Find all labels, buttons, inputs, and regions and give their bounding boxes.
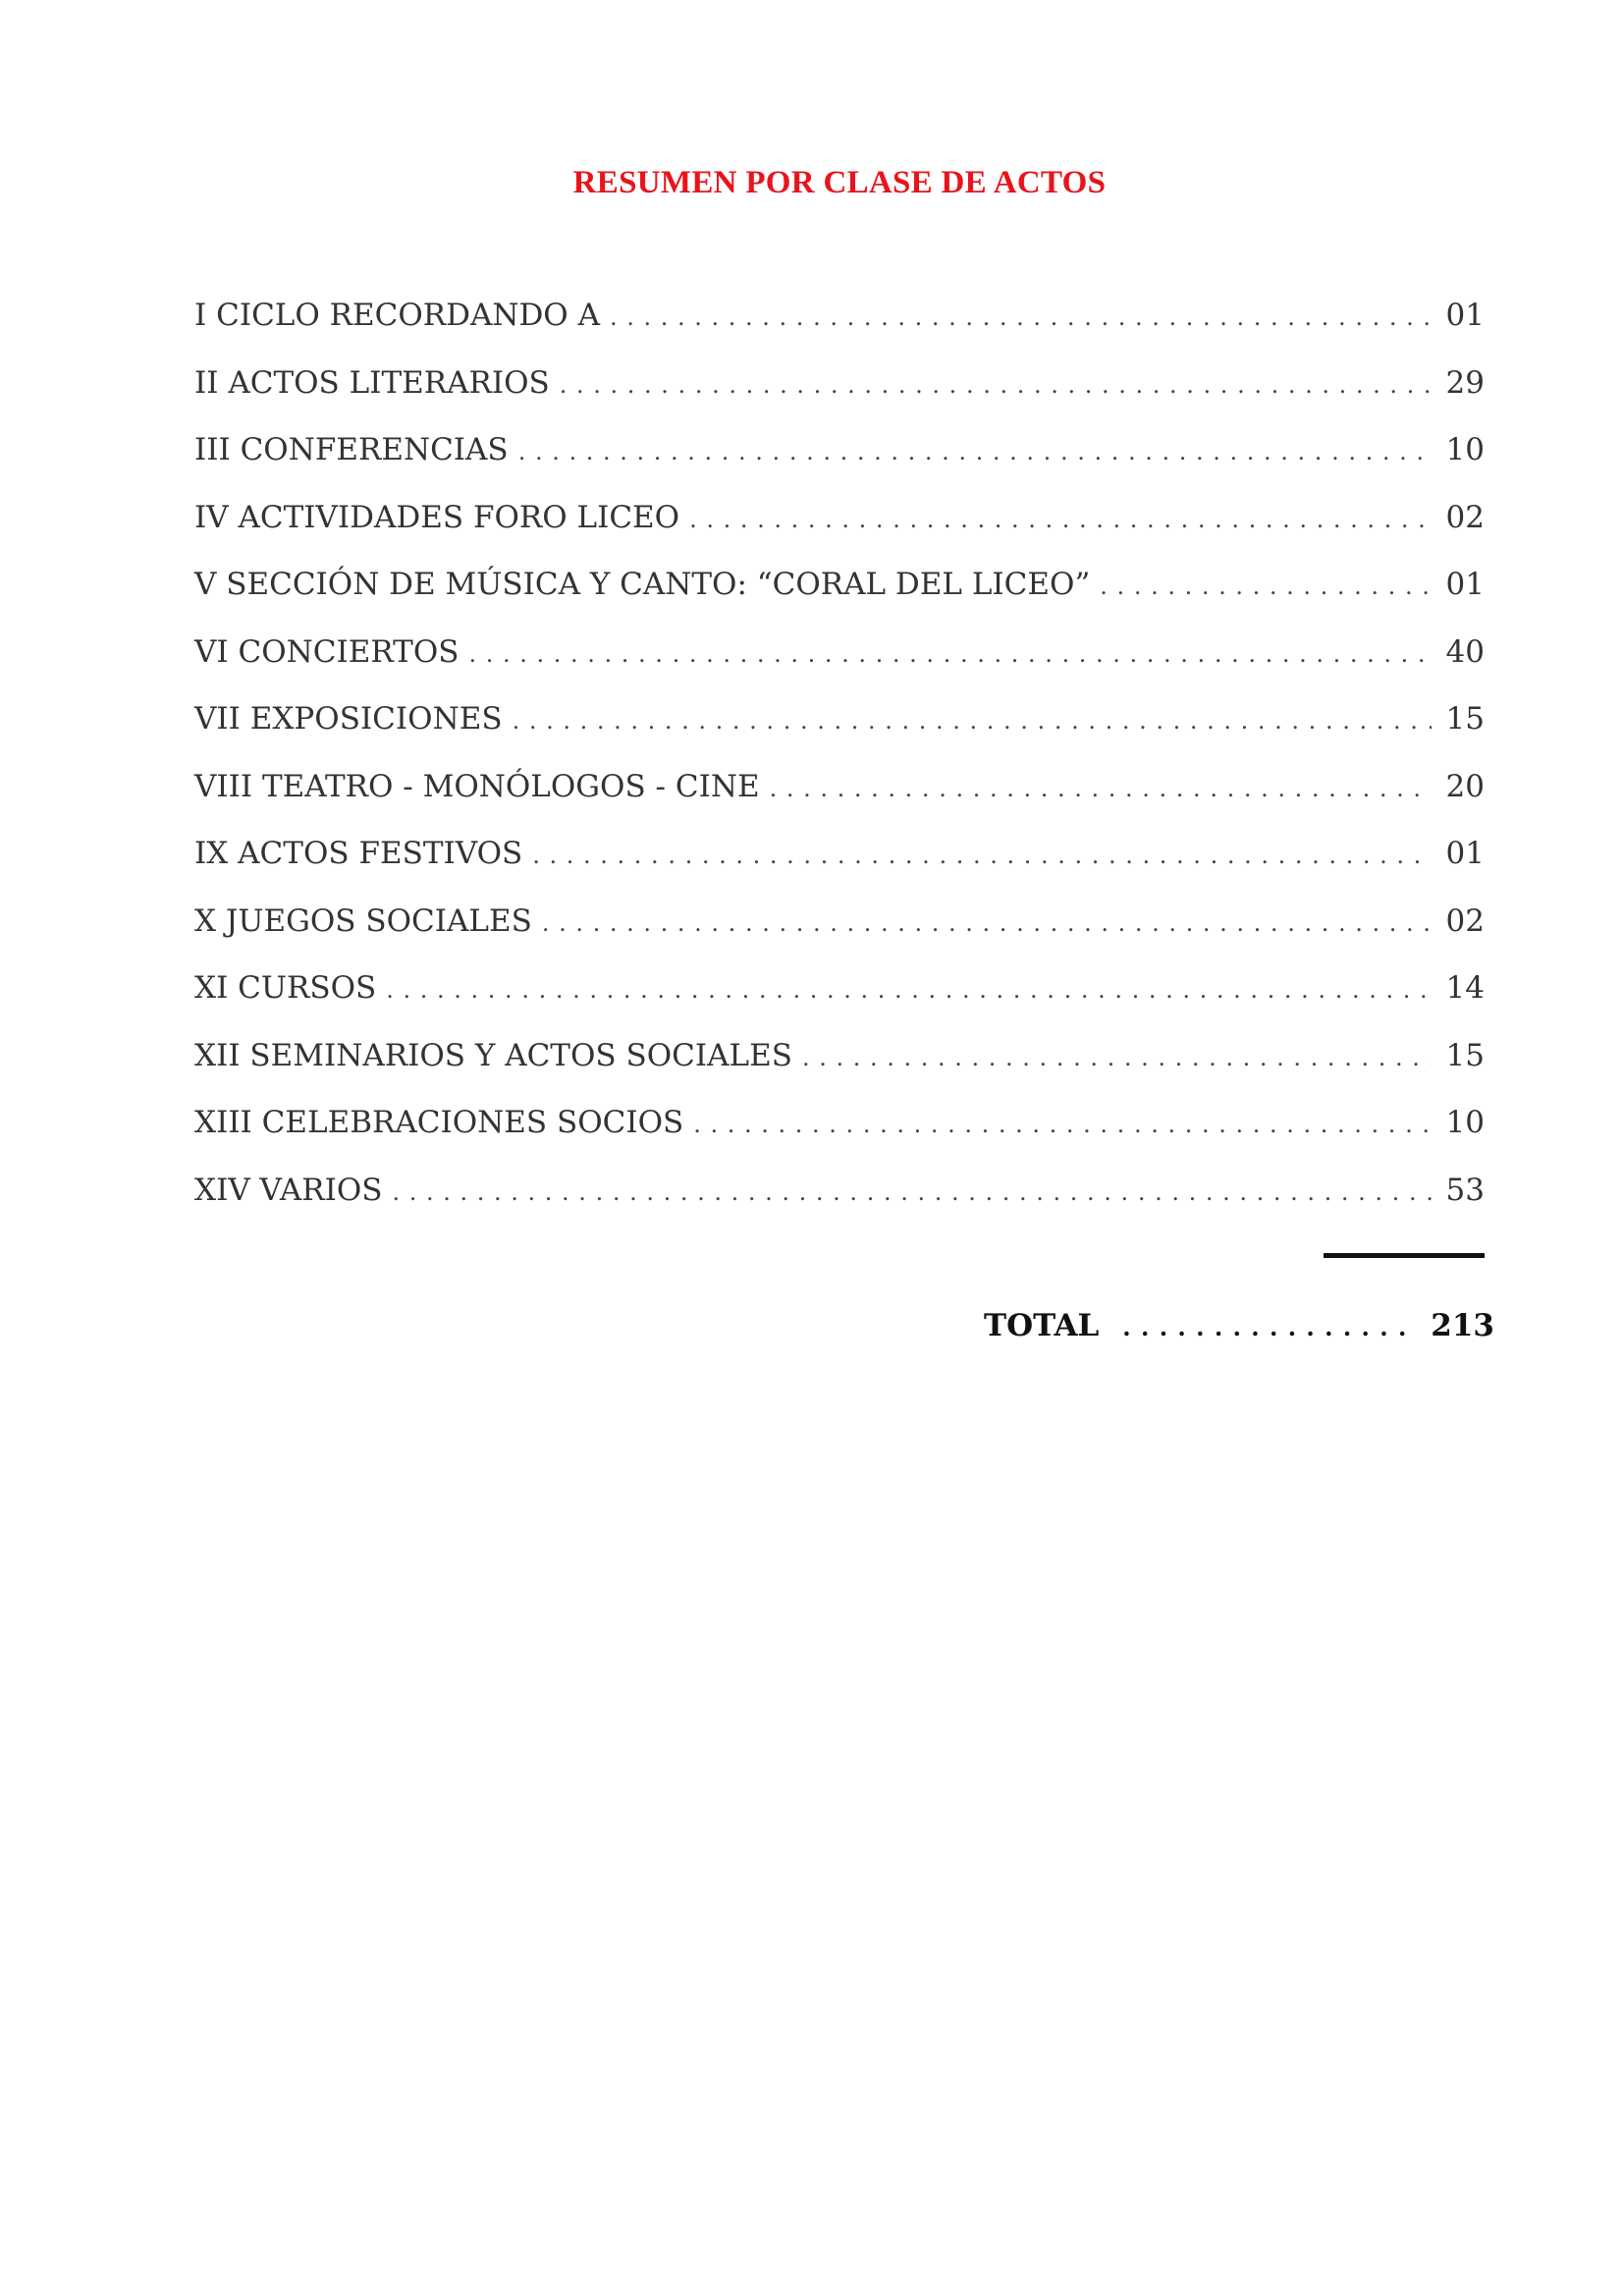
dot-leader (610, 303, 1432, 331)
entry-count: 02 (1445, 902, 1485, 939)
dot-leader (802, 1044, 1432, 1071)
dot-leader (392, 1178, 1432, 1206)
dot-leader (513, 707, 1432, 735)
dot-leader (689, 506, 1432, 533)
entry-count: 02 (1445, 499, 1485, 535)
dot-leader (1122, 1313, 1417, 1341)
entry-label: XIII CELEBRACIONES SOCIOS (194, 1105, 684, 1140)
entry-count: 10 (1445, 432, 1485, 467)
entry-count: 20 (1445, 768, 1485, 804)
entry-label: X JUEGOS SOCIALES (194, 902, 532, 939)
entry-count: 15 (1445, 1037, 1485, 1073)
list-item (194, 634, 1485, 702)
entry-label: XIV VARIOS (194, 1172, 383, 1208)
entry-label: VI CONCIERTOS (194, 633, 460, 670)
list-item (194, 836, 1485, 903)
list-item (194, 903, 1485, 971)
entry-count: 01 (1445, 567, 1485, 602)
list-item (194, 970, 1485, 1038)
entry-count: 40 (1445, 633, 1485, 670)
entry-label: XII SEMINARIOS Y ACTOS SOCIALES (194, 1037, 792, 1073)
entry-label: III CONFERENCIAS (194, 432, 509, 467)
entry-count: 01 (1445, 836, 1485, 871)
entry-label: XI CURSOS (194, 970, 377, 1006)
list-item (194, 1173, 1485, 1240)
dot-leader (468, 640, 1432, 668)
total-rule (1324, 1253, 1485, 1258)
list-item (194, 500, 1485, 568)
page-title: RESUMEN POR CLASE DE ACTOS (572, 165, 1107, 200)
entry-label: VIII TEATRO - MONÓLOGOS - CINE (194, 768, 760, 804)
list-item (194, 567, 1485, 634)
dot-leader (1100, 573, 1432, 600)
list-item (194, 701, 1485, 769)
entry-count: 53 (1445, 1172, 1485, 1208)
dot-leader (542, 909, 1432, 937)
dot-leader (560, 371, 1432, 399)
dot-leader (770, 775, 1432, 802)
dot-leader (518, 438, 1432, 465)
list-item (194, 1105, 1485, 1173)
entry-label: IV ACTIVIDADES FORO LICEO (194, 499, 680, 535)
total-row (984, 1308, 1494, 1343)
total-value: 213 (1431, 1308, 1494, 1343)
entry-count: 14 (1445, 970, 1485, 1006)
list-item (194, 298, 1485, 365)
entry-count: 01 (1445, 298, 1485, 333)
list-item (194, 769, 1485, 837)
entry-label: I CICLO RECORDANDO A (194, 298, 600, 333)
dot-leader (693, 1111, 1432, 1138)
summary-list (194, 298, 1485, 1239)
dot-leader (386, 976, 1432, 1004)
entry-count: 29 (1445, 364, 1485, 401)
list-item (194, 432, 1485, 500)
entry-label: II ACTOS LITERARIOS (194, 364, 550, 401)
entry-label: IX ACTOS FESTIVOS (194, 836, 523, 871)
list-item (194, 1038, 1485, 1106)
entry-count: 15 (1445, 701, 1485, 737)
entry-count: 10 (1445, 1105, 1485, 1140)
entry-label: V SECCIÓN DE MÚSICA Y CANTO: “CORAL DEL LICEO” (194, 567, 1091, 602)
total-label: TOTAL (984, 1308, 1100, 1343)
entry-label: VII EXPOSICIONES (194, 701, 503, 737)
dot-leader (532, 842, 1432, 869)
list-item (194, 365, 1485, 433)
